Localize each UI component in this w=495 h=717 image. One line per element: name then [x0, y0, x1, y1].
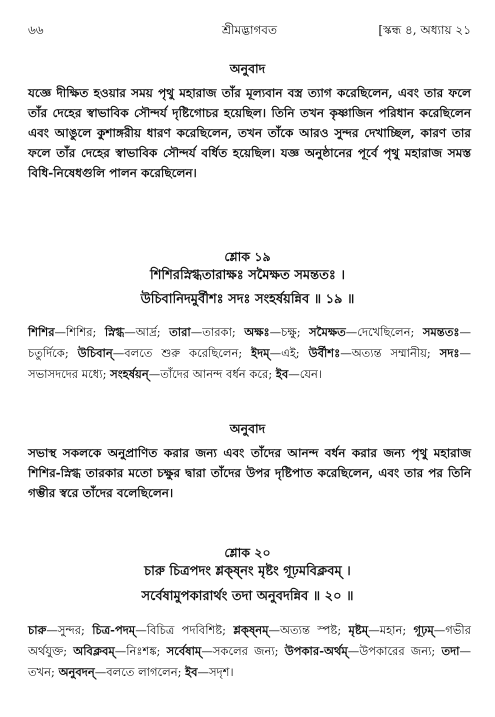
synonym-meaning: —অত্যন্ত স্পষ্ট; — [268, 623, 349, 637]
synonym-meaning: —বলতে শুরু করেছিলেন; — [112, 346, 252, 360]
synonym-word: উপকার-অর্থম্ — [284, 644, 348, 658]
verse-heading: শ্লোক ১৯ — [224, 249, 271, 264]
verse-line: শিশিরস্নিগ্ধতারাক্ষঃ সমৈক্ষত সমন্ততঃ । — [150, 268, 345, 283]
synonym-meaning: —এই; — [269, 346, 309, 360]
synonym-meaning: —উপকারের জন্য; — [347, 644, 442, 658]
page-number: ৬৬ — [28, 23, 44, 37]
synonym-meaning: —সভাসদদের মধ্যে; — [28, 346, 471, 381]
synonym-meaning: —চক্ষু; — [269, 325, 310, 339]
translation-heading: অনুবাদ — [229, 421, 266, 436]
synonym-meaning: —যেন। — [288, 367, 323, 381]
synonym-word: গূঢ়ম্ — [413, 623, 434, 637]
synonym-word: উর্বীশঃ — [308, 346, 341, 360]
synonym-word: তদা — [441, 644, 460, 658]
synonym-word: ইদম্ — [251, 346, 270, 360]
synonym-word: সর্বেষাম্ — [166, 644, 202, 658]
translation-heading: অনুবাদ — [229, 61, 266, 76]
synonyms-paragraph — [28, 620, 471, 683]
synonym-word: ইব — [185, 665, 198, 679]
synonym-meaning: —তারকা; — [190, 325, 245, 339]
synonym-meaning: —দেখেছিলেন; — [345, 325, 423, 339]
synonym-word: তারা — [169, 325, 191, 339]
synonym-word: শিশির — [28, 325, 55, 339]
synonym-meaning: —বিচিত্র পদবিশিষ্ট; — [135, 623, 234, 637]
synonym-word: অবিক্লবম্ — [73, 644, 115, 658]
verse-heading: শ্লোক ২০ — [224, 545, 271, 560]
verse-line: চারু চিত্রপদং শ্লক্ষ্নং মৃষ্টং গূঢ়মবিক্লবম্ । — [144, 564, 351, 579]
book-title: শ্রীমদ্ভাগবত — [221, 23, 277, 37]
synonym-word: চারু — [28, 623, 47, 637]
verse-line: সর্বেষামুপকারার্থং তদা অনুবদন্নিব ॥ ২০ ॥ — [141, 589, 354, 604]
synonym-word: সমৈক্ষত — [309, 325, 346, 339]
translation-paragraph: যজ্ঞে দীক্ষিত হওয়ার সময় পৃথু মহারাজ তাঁর মূল্যবান বস্ত্র ত্যাগ করেছিলেন, এবং তার ফলে তাঁর দেহের স্বাভাবিক সৌন্দর্য দৃষ্টিগোচর হয়েছিল। তিনি তখন কৃষ্ণাজিন পরিধান করেছিলেন এবং আঙুলে কুশাঙ্গরীয় ধারণ করেছিলেন, তখন তাঁকে আরও সুন্দর দেখাচ্ছিল, কারণ তার ফলে তাঁর দেহের স্বাভাবিক সৌন্দর্য বর্ধিত হয়েছিল। যজ্ঞ অনুষ্ঠানের পূর্বে পৃথু মহারাজ সমস্ত বিধি-নিষেধগুলি পালন করেছিলেন। — [28, 86, 471, 180]
synonym-meaning: —সকলের জন্য; — [201, 644, 285, 658]
chapter-reference: [স্কন্ধ ৪, অধ্যায় ২১ — [378, 23, 471, 37]
synonym-meaning: —শিশির; — [54, 325, 105, 339]
synonym-meaning: —চতুর্দিকে; — [28, 325, 471, 360]
translation-paragraph: সভাস্থ সকলকে অনুপ্রাণিত করার জন্য এবং তাঁদের আনন্দ বর্ধন করার জন্য পৃথু মহারাজ শিশির-স্নিগ্ধ তারকার মতো চক্ষুর দ্বারা তাঁদের উপর দৃষ্টিপাত করেছিলেন, এবং তার পর তিনি গম্ভীর স্বরে তাঁদের বলেছিলেন। — [28, 446, 471, 500]
synonym-word: ইব — [275, 367, 289, 381]
verse-line: উচিবানিদমুর্বীশঃ সদঃ সংহর্ষয়ন্নিব ॥ ১৯ ॥ — [140, 292, 355, 307]
synonym-meaning: —বলতে লাগলেন; — [94, 665, 186, 679]
synonym-meaning: —তাঁদের আনন্দ বর্ধন করে; — [148, 367, 276, 381]
synonym-meaning: —তখন; — [28, 644, 472, 679]
synonym-word: অক্ষঃ — [244, 325, 270, 339]
synonym-meaning: —গভীর অর্থযুক্ত; — [28, 623, 471, 658]
synonym-word: অনুবদন্ — [58, 665, 95, 679]
running-header — [28, 22, 471, 38]
synonym-meaning: —নিঃশঙ্ক; — [114, 644, 167, 658]
synonym-meaning: —সদৃশ। — [197, 665, 234, 679]
synonym-word: সমন্ততঃ — [422, 325, 460, 339]
synonym-meaning: —সুন্দর; — [46, 623, 93, 637]
synonym-word: স্নিগ্ধ — [104, 325, 125, 339]
synonym-meaning: —মহান; — [368, 623, 414, 637]
synonym-word: সংহর্ষয়ন্ — [110, 367, 149, 381]
synonym-word: চিত্র-পদম্ — [92, 623, 136, 637]
synonym-word: মৃষ্টম্ — [348, 623, 369, 637]
synonym-word: সদঃ — [439, 346, 460, 360]
synonym-meaning: —আর্দ্র; — [124, 325, 170, 339]
synonyms-paragraph — [28, 322, 471, 385]
synonym-word: উচিবান্ — [77, 346, 113, 360]
synonym-word: শ্লক্ষ্নম্ — [233, 623, 269, 637]
synonym-meaning: —অত্যন্ত সম্মানীয়; — [340, 346, 440, 360]
